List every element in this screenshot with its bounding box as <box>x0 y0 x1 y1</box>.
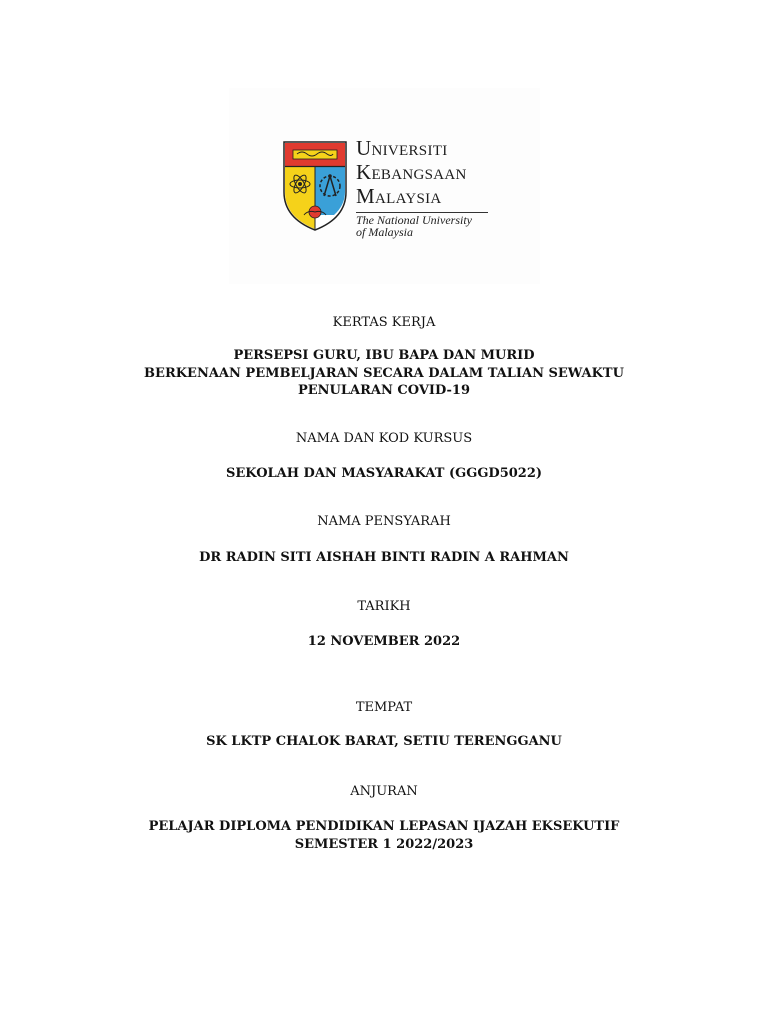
wordmark-line-2: KEBANGSAAN <box>356 160 467 184</box>
venue-label: TEMPAT <box>355 700 413 715</box>
wordmark-line-1: UNIVERSITI <box>356 136 448 160</box>
wordmark-tagline-2: of Malaysia <box>356 225 413 239</box>
wordmark-line-3: MALAYSIA <box>356 184 442 208</box>
lecturer-value: DR RADIN SITI AISHAH BINTI RADIN A RAHMAN <box>199 550 569 565</box>
organizer-line: SEMESTER 1 2022/2023 <box>294 836 474 852</box>
wordmark-tagline-1: The National University <box>356 213 472 227</box>
course-label: NAMA DAN KOD KURSUS <box>295 431 473 446</box>
date-value: 12 NOVEMBER 2022 <box>307 634 461 649</box>
university-logo <box>229 88 540 284</box>
organizer-line: PELAJAR DIPLOMA PENDIDIKAN LEPASAN IJAZAH EKSEKUTIF <box>148 819 620 834</box>
document-title <box>0 347 768 400</box>
lecturer-label: NAMA PENSYARAH <box>317 514 451 529</box>
title-line: PENULARAN COVID-19 <box>297 383 471 398</box>
organizer-label: ANJURAN <box>350 784 418 799</box>
document-type: KERTAS KERJA <box>332 315 436 330</box>
organizer-value <box>0 818 768 853</box>
title-line: BERKENAAN PEMBELJARAN SECARA DALAM TALIAN SEWAKTU <box>144 365 624 381</box>
title-line: PERSEPSI GURU, IBU BAPA DAN MURID <box>233 348 535 363</box>
date-label: TARIKH <box>357 599 411 614</box>
university-wordmark <box>356 138 488 238</box>
course-value: SEKOLAH DAN MASYARAKAT (GGGD5022) <box>225 466 543 481</box>
university-crest-icon <box>282 140 348 232</box>
venue-value: SK LKTP CHALOK BARAT, SETIU TERENGGANU <box>206 734 562 749</box>
